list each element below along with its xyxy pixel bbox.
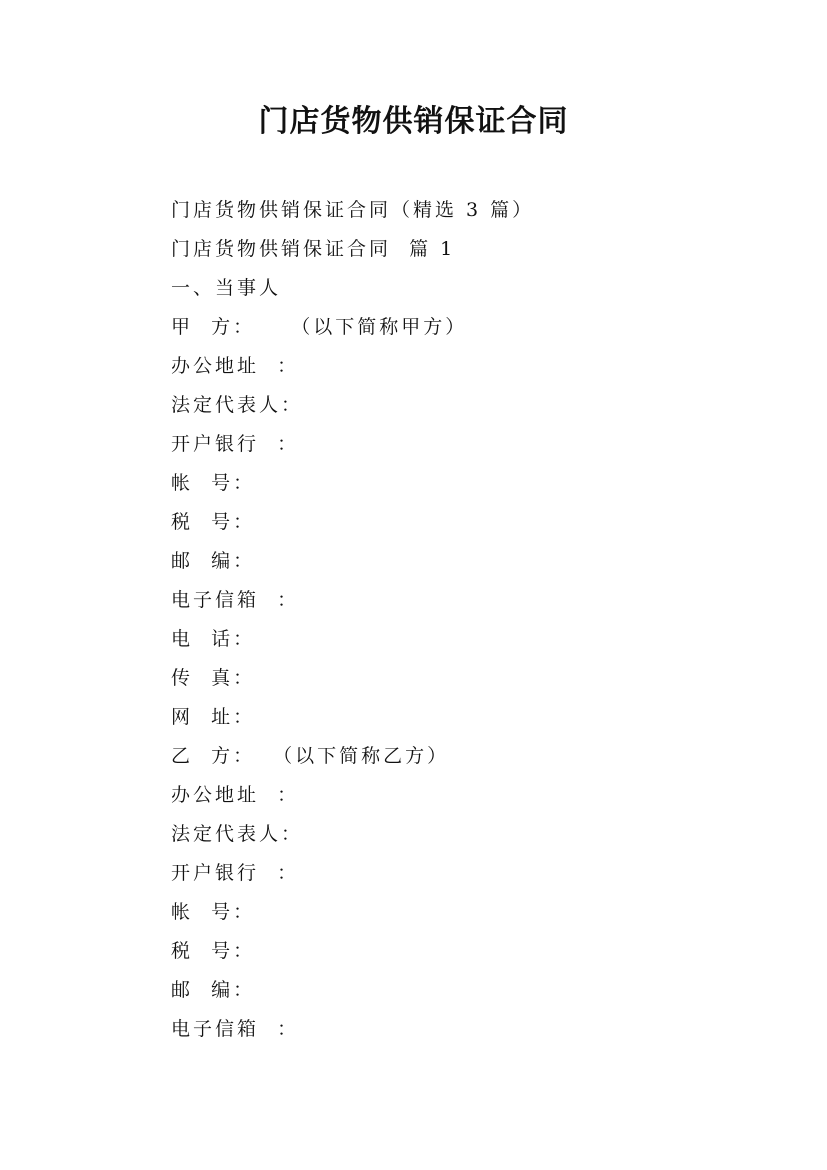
party-a-email: 电子信箱 ： <box>171 589 300 611</box>
party-b-address: 办公地址 ： <box>171 784 300 806</box>
section-heading: 门店货物供销保证合同 篇 1 <box>171 238 456 260</box>
party-b-legal-rep: 法定代表人： <box>171 823 304 845</box>
party-b-line: 乙 方： （以下简称乙方） <box>171 745 450 767</box>
party-a-line: 甲 方： （以下简称甲方） <box>171 316 468 338</box>
document-title: 门店货物供销保证合同 <box>258 104 569 139</box>
party-a-postcode: 邮 编： <box>171 550 256 572</box>
party-b-bank: 开户银行 ： <box>171 862 300 884</box>
party-b-postcode: 邮 编： <box>171 979 256 1001</box>
party-a-account: 帐 号： <box>171 472 256 494</box>
party-a-bank: 开户银行 ： <box>171 433 300 455</box>
party-a-legal-rep: 法定代表人： <box>171 394 304 416</box>
party-b-tax-id: 税 号： <box>171 940 256 962</box>
party-b-email: 电子信箱 ： <box>171 1018 300 1040</box>
party-a-phone: 电 话： <box>171 628 256 650</box>
clause-heading: 一、当事人 <box>171 277 282 299</box>
party-a-fax: 传 真： <box>171 667 256 689</box>
party-b-account: 帐 号： <box>171 901 256 923</box>
document-body <box>171 191 731 1049</box>
subtitle-line: 门店货物供销保证合同（精选 3 篇） <box>171 199 535 221</box>
party-a-tax-id: 税 号： <box>171 511 256 533</box>
party-a-website: 网 址： <box>171 706 256 728</box>
party-a-address: 办公地址 ： <box>171 355 300 377</box>
